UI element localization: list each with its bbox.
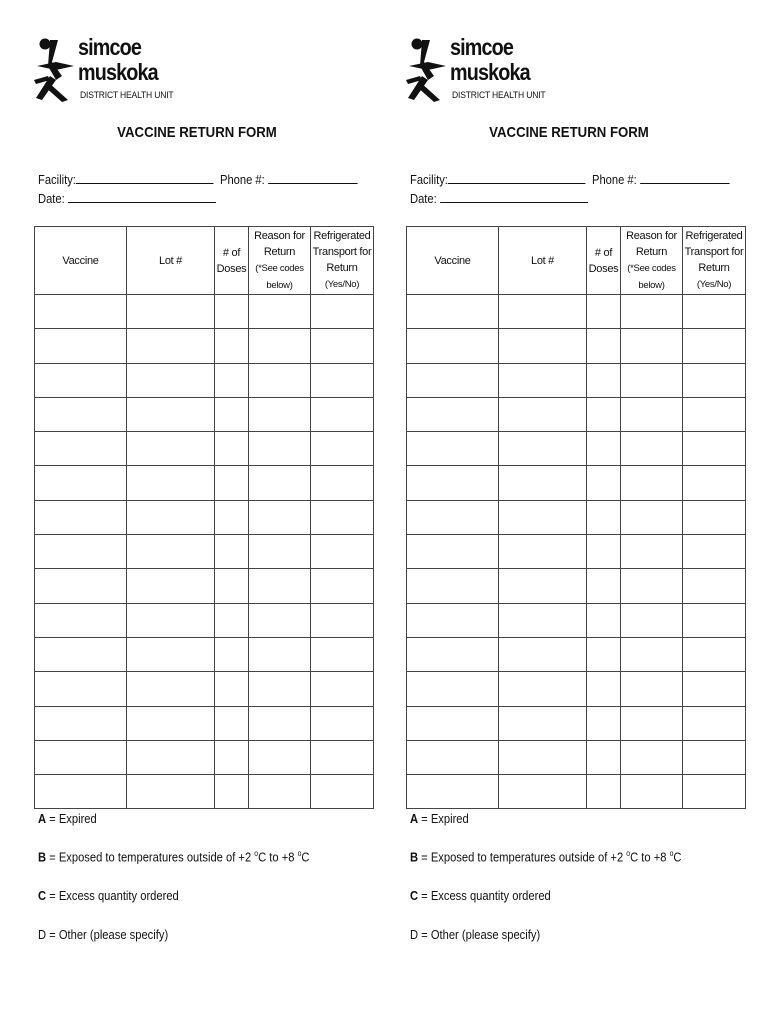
table-cell[interactable]	[215, 535, 249, 569]
table-cell[interactable]	[407, 603, 499, 637]
table-cell[interactable]	[215, 363, 249, 397]
table-cell[interactable]	[407, 672, 499, 706]
table-cell[interactable]	[215, 397, 249, 431]
table-cell[interactable]	[35, 295, 127, 329]
table-cell[interactable]	[499, 740, 587, 774]
health-unit-figure-icon	[406, 36, 448, 102]
table-cell[interactable]	[215, 672, 249, 706]
table-cell[interactable]	[499, 637, 587, 671]
table-row	[35, 363, 374, 397]
table-cell[interactable]	[621, 740, 683, 774]
table-cell[interactable]	[407, 295, 499, 329]
logo-word-muskoka: muskoka	[450, 59, 530, 85]
table-cell[interactable]	[587, 500, 621, 534]
table-cell[interactable]	[499, 295, 587, 329]
table-cell[interactable]	[249, 397, 311, 431]
phone-label: Phone #:	[592, 172, 637, 187]
facility-line[interactable]	[448, 171, 586, 184]
table-cell[interactable]	[499, 466, 587, 500]
facility-label: Facility:	[38, 172, 76, 187]
table-cell[interactable]	[311, 363, 374, 397]
code-d-note: D = Other (please specify)	[38, 927, 169, 942]
table-cell[interactable]	[35, 363, 127, 397]
table-row	[35, 432, 374, 466]
code-c-note: C = Excess quantity ordered	[38, 888, 179, 903]
table-row	[35, 329, 374, 363]
phone-field[interactable]	[592, 171, 729, 187]
col-vaccine-header: Vaccine	[407, 227, 499, 295]
table-header-row	[407, 227, 746, 295]
date-label: Date:	[410, 191, 437, 206]
facility-line[interactable]	[76, 171, 214, 184]
date-line[interactable]	[440, 190, 588, 203]
table-cell[interactable]	[35, 637, 127, 671]
table-cell[interactable]	[249, 706, 311, 740]
table-cell[interactable]	[215, 329, 249, 363]
table-cell[interactable]	[407, 569, 499, 603]
logo-word-muskoka: muskoka	[78, 59, 158, 85]
table-row	[407, 672, 746, 706]
date-field[interactable]	[410, 190, 588, 206]
date-line[interactable]	[68, 190, 216, 203]
table-cell[interactable]	[249, 535, 311, 569]
table-cell[interactable]	[35, 672, 127, 706]
table-cell[interactable]	[587, 397, 621, 431]
table-cell[interactable]	[499, 535, 587, 569]
table-row	[35, 706, 374, 740]
table-cell[interactable]	[407, 432, 499, 466]
table-row	[35, 466, 374, 500]
table-cell[interactable]	[621, 603, 683, 637]
table-cell[interactable]	[35, 603, 127, 637]
table-cell[interactable]	[621, 500, 683, 534]
table-cell[interactable]	[407, 740, 499, 774]
col-transport-header: Refrigerated Transport for Return (Yes/No)	[311, 227, 374, 295]
table-cell[interactable]	[127, 637, 215, 671]
table-cell[interactable]	[127, 672, 215, 706]
phone-field[interactable]	[220, 171, 357, 187]
table-cell[interactable]	[683, 706, 746, 740]
table-cell[interactable]	[35, 706, 127, 740]
code-d-letter: D	[410, 927, 419, 942]
table-row	[35, 569, 374, 603]
table-cell[interactable]	[311, 740, 374, 774]
table-cell[interactable]	[249, 363, 311, 397]
vaccine-table	[406, 226, 746, 809]
code-a-note: A = Expired	[410, 811, 469, 826]
table-cell[interactable]	[587, 363, 621, 397]
table-row	[35, 740, 374, 774]
facility-label: Facility:	[410, 172, 448, 187]
table-cell[interactable]	[407, 775, 499, 809]
table-cell[interactable]	[215, 775, 249, 809]
table-cell[interactable]	[311, 500, 374, 534]
col-lot-header: Lot #	[499, 227, 587, 295]
col-reason-header: Reason for Return (*See codes below)	[249, 227, 311, 295]
table-cell[interactable]	[215, 706, 249, 740]
table-cell[interactable]	[499, 500, 587, 534]
table-cell[interactable]	[683, 466, 746, 500]
table-cell[interactable]	[587, 672, 621, 706]
table-cell[interactable]	[249, 500, 311, 534]
table-header-row	[35, 227, 374, 295]
table-row	[407, 466, 746, 500]
table-cell[interactable]	[311, 706, 374, 740]
logo-subtitle: DISTRICT HEALTH UNIT	[452, 90, 546, 101]
table-cell[interactable]	[215, 740, 249, 774]
table-cell[interactable]	[249, 775, 311, 809]
table-cell[interactable]	[35, 432, 127, 466]
date-field[interactable]	[38, 190, 216, 206]
table-row	[35, 295, 374, 329]
table-cell[interactable]	[621, 363, 683, 397]
table-cell[interactable]	[621, 466, 683, 500]
table-cell[interactable]	[621, 637, 683, 671]
code-d-letter: D	[38, 927, 47, 942]
table-cell[interactable]	[407, 329, 499, 363]
table-cell[interactable]	[407, 363, 499, 397]
table-cell[interactable]	[127, 603, 215, 637]
table-cell[interactable]	[127, 432, 215, 466]
table-cell[interactable]	[407, 397, 499, 431]
table-row	[407, 740, 746, 774]
vaccine-table	[34, 226, 374, 809]
table-cell[interactable]	[683, 535, 746, 569]
table-cell[interactable]	[311, 672, 374, 706]
table-cell[interactable]	[35, 535, 127, 569]
table-cell[interactable]	[311, 329, 374, 363]
table-row	[407, 569, 746, 603]
table-cell[interactable]	[215, 569, 249, 603]
col-doses-header: # of Doses	[215, 227, 249, 295]
table-row	[35, 500, 374, 534]
table-row	[407, 706, 746, 740]
table-cell[interactable]	[127, 740, 215, 774]
table-cell[interactable]	[35, 569, 127, 603]
code-c-note: C = Excess quantity ordered	[410, 888, 551, 903]
table-cell[interactable]	[215, 500, 249, 534]
form-title: VACCINE RETURN FORM	[117, 124, 277, 141]
table-row	[35, 672, 374, 706]
table-cell[interactable]	[621, 397, 683, 431]
table-cell[interactable]	[621, 775, 683, 809]
table-cell[interactable]	[621, 432, 683, 466]
table-cell[interactable]	[621, 295, 683, 329]
table-row	[407, 432, 746, 466]
table-row	[407, 295, 746, 329]
table-cell[interactable]	[249, 432, 311, 466]
table-row	[35, 637, 374, 671]
table-cell[interactable]	[407, 706, 499, 740]
table-cell[interactable]	[215, 603, 249, 637]
col-lot-header: Lot #	[127, 227, 215, 295]
table-cell[interactable]	[127, 569, 215, 603]
table-cell[interactable]	[249, 569, 311, 603]
table-cell[interactable]	[683, 432, 746, 466]
table-cell[interactable]	[311, 466, 374, 500]
table-cell[interactable]	[127, 706, 215, 740]
table-cell[interactable]	[127, 329, 215, 363]
table-cell[interactable]	[587, 295, 621, 329]
table-cell[interactable]	[683, 603, 746, 637]
table-cell[interactable]	[587, 432, 621, 466]
table-cell[interactable]	[127, 535, 215, 569]
table-cell[interactable]	[127, 775, 215, 809]
table-cell[interactable]	[621, 672, 683, 706]
table-cell[interactable]	[249, 672, 311, 706]
date-label: Date:	[38, 191, 65, 206]
col-doses-header: # of Doses	[587, 227, 621, 295]
table-cell[interactable]	[311, 397, 374, 431]
table-cell[interactable]	[407, 500, 499, 534]
table-row	[407, 637, 746, 671]
table-cell[interactable]	[587, 329, 621, 363]
table-row	[407, 535, 746, 569]
table-cell[interactable]	[311, 535, 374, 569]
table-cell[interactable]	[249, 740, 311, 774]
table-row	[35, 775, 374, 809]
table-cell[interactable]	[249, 329, 311, 363]
table-cell[interactable]	[587, 569, 621, 603]
table-cell[interactable]	[587, 775, 621, 809]
table-row	[407, 500, 746, 534]
table-cell[interactable]	[311, 295, 374, 329]
table-cell[interactable]	[621, 535, 683, 569]
table-row	[407, 397, 746, 431]
table-cell[interactable]	[499, 432, 587, 466]
table-cell[interactable]	[215, 295, 249, 329]
table-row	[407, 329, 746, 363]
table-cell[interactable]	[407, 535, 499, 569]
table-cell[interactable]	[127, 295, 215, 329]
table-cell[interactable]	[35, 397, 127, 431]
table-cell[interactable]	[499, 329, 587, 363]
table-cell[interactable]	[683, 775, 746, 809]
code-a-note: A = Expired	[38, 811, 97, 826]
table-cell[interactable]	[587, 740, 621, 774]
table-cell[interactable]	[499, 363, 587, 397]
table-cell[interactable]	[215, 466, 249, 500]
phone-line[interactable]	[640, 171, 729, 184]
table-cell[interactable]	[499, 775, 587, 809]
table-cell[interactable]	[35, 466, 127, 500]
table-cell[interactable]	[35, 740, 127, 774]
code-d-note: D = Other (please specify)	[410, 927, 541, 942]
table-cell[interactable]	[35, 500, 127, 534]
table-cell[interactable]	[683, 397, 746, 431]
table-cell[interactable]	[683, 363, 746, 397]
table-cell[interactable]	[683, 637, 746, 671]
code-b-note: B = Exposed to temperatures outside of +2 $^o$C to +8 $^o$C	[38, 849, 310, 865]
table-cell[interactable]	[407, 637, 499, 671]
phone-line[interactable]	[268, 171, 357, 184]
table-cell[interactable]	[311, 775, 374, 809]
table-cell[interactable]	[249, 603, 311, 637]
table-row	[35, 397, 374, 431]
col-reason-header: Reason for Return (*See codes below)	[621, 227, 683, 295]
table-cell[interactable]	[407, 466, 499, 500]
logo-word-simcoe: simcoe	[78, 34, 142, 60]
table-cell[interactable]	[587, 637, 621, 671]
table-cell[interactable]	[127, 500, 215, 534]
table-cell[interactable]	[127, 466, 215, 500]
table-cell[interactable]	[249, 466, 311, 500]
table-cell[interactable]	[249, 295, 311, 329]
table-cell[interactable]	[621, 706, 683, 740]
logo-word-simcoe: simcoe	[450, 34, 514, 60]
table-cell[interactable]	[621, 569, 683, 603]
col-transport-header: Refrigerated Transport for Return (Yes/No)	[683, 227, 746, 295]
table-row	[407, 363, 746, 397]
table-cell[interactable]	[35, 329, 127, 363]
table-cell[interactable]	[683, 740, 746, 774]
table-cell[interactable]	[499, 569, 587, 603]
table-cell[interactable]	[35, 775, 127, 809]
table-cell[interactable]	[587, 535, 621, 569]
table-cell[interactable]	[127, 363, 215, 397]
table-cell[interactable]	[587, 603, 621, 637]
table-cell[interactable]	[499, 603, 587, 637]
table-cell[interactable]	[499, 397, 587, 431]
table-cell[interactable]	[621, 329, 683, 363]
table-cell[interactable]	[587, 706, 621, 740]
table-cell[interactable]	[499, 706, 587, 740]
table-cell[interactable]	[311, 569, 374, 603]
table-cell[interactable]	[127, 397, 215, 431]
table-cell[interactable]	[683, 329, 746, 363]
table-cell[interactable]	[215, 432, 249, 466]
phone-label: Phone #:	[220, 172, 265, 187]
table-row	[35, 603, 374, 637]
logo-subtitle: DISTRICT HEALTH UNIT	[80, 90, 174, 101]
facility-field[interactable]	[38, 171, 213, 187]
table-row	[407, 775, 746, 809]
simcoe-muskoka-logo	[406, 36, 586, 106]
table-cell[interactable]	[683, 500, 746, 534]
table-cell[interactable]	[311, 603, 374, 637]
table-cell[interactable]	[683, 295, 746, 329]
table-cell[interactable]	[311, 637, 374, 671]
health-unit-figure-icon	[34, 36, 76, 102]
table-cell[interactable]	[499, 672, 587, 706]
table-cell[interactable]	[683, 569, 746, 603]
form-title: VACCINE RETURN FORM	[489, 124, 649, 141]
facility-field[interactable]	[410, 171, 585, 187]
table-cell[interactable]	[311, 432, 374, 466]
simcoe-muskoka-logo	[34, 36, 214, 106]
table-row	[407, 603, 746, 637]
table-cell[interactable]	[215, 637, 249, 671]
code-b-note: B = Exposed to temperatures outside of +2 $^o$C to +8 $^o$C	[410, 849, 682, 865]
table-row	[35, 535, 374, 569]
table-cell[interactable]	[587, 466, 621, 500]
table-cell[interactable]	[683, 672, 746, 706]
col-vaccine-header: Vaccine	[35, 227, 127, 295]
table-cell[interactable]	[249, 637, 311, 671]
